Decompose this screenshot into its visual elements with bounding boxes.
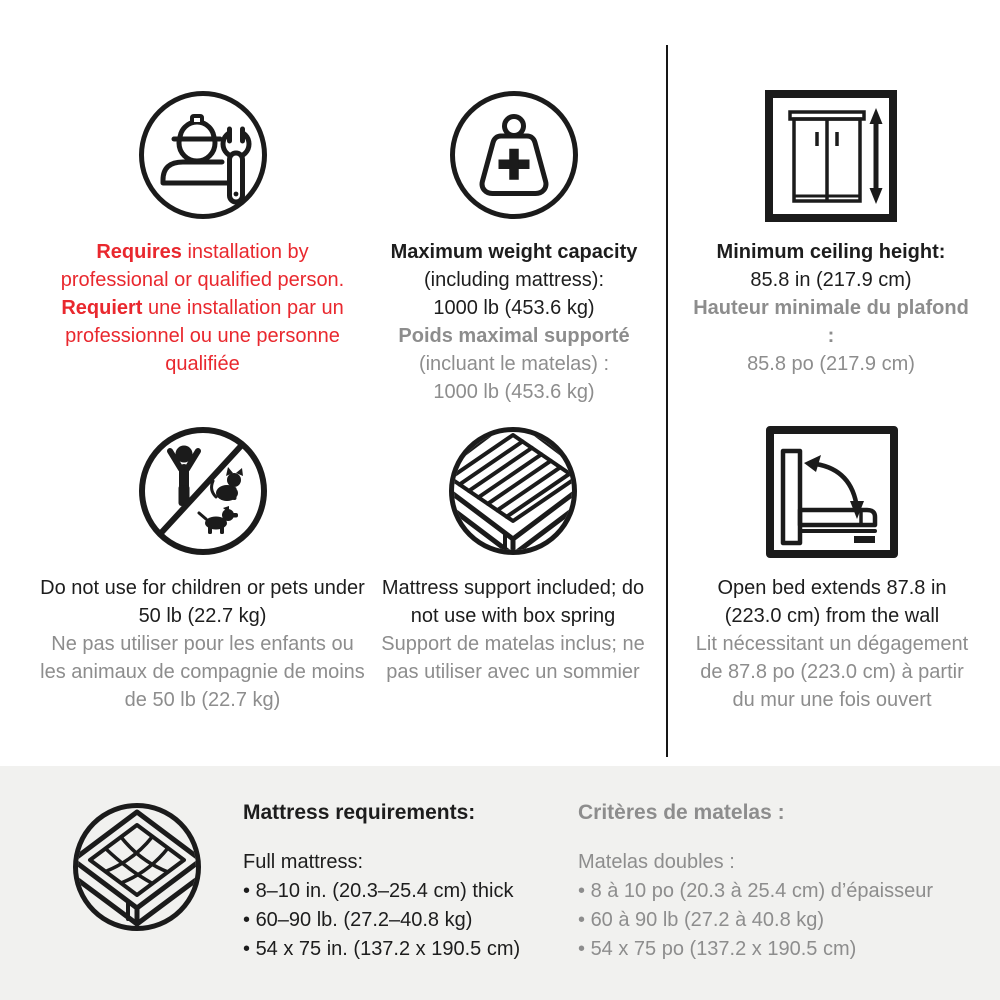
mattress-requirements-fr (578, 798, 978, 964)
list-item: • 8 à 10 po (20.3 à 25.4 cm) d’épaisseur (578, 877, 978, 906)
mattress-requirements-panel (0, 766, 1000, 1000)
weight-value-fr: 1000 lb (453.6 kg) (433, 381, 595, 403)
open-bed-text-en: Open bed extends 87.8 in (223.0 cm) from the wall (717, 577, 947, 627)
list-item: • 8–10 in. (20.3–25.4 cm) thick (243, 877, 563, 906)
ceiling-heading-en: Minimum ceiling height: (716, 241, 946, 263)
mattress-requirements-en (243, 798, 563, 964)
installation-text-en (40, 238, 365, 294)
list-item: • 54 x 75 po (137.2 x 190.5 cm) (578, 935, 978, 964)
installation-en-rest: installation by professional or qualified person. (60, 241, 345, 291)
ceiling-value-fr: 85.8 po (217.9 cm) (747, 353, 915, 375)
block-support (368, 424, 658, 686)
weight-line2-en: (including mattress): (423, 269, 605, 291)
block-ceiling (692, 88, 970, 378)
ceiling-value-en: 85.8 in (217.9 cm) (750, 269, 912, 291)
weight-heading-fr: Poids maximal supporté (398, 325, 630, 347)
weight-heading-en: Maximum weight capacity (390, 241, 638, 263)
weight-line2-fr: (incluant le matelas) : (418, 353, 610, 375)
mattress-requirements-subheading-fr: Matelas doubles : (578, 851, 735, 873)
mattress-icon (70, 800, 204, 934)
installation-en-bold: Requires (96, 241, 182, 263)
installation-fr-rest: une installation par un professionnel ou une personne qualifiée (65, 297, 344, 375)
weight-value-en: 1000 lb (453.6 kg) (433, 297, 595, 319)
open-bed-text-fr: Lit nécessitant un dégagement de 87.8 po (223.0 cm) à partir du mur une fois ouvert (695, 633, 969, 711)
mattress-requirements-heading-en: Mattress requirements: (243, 801, 476, 824)
ceiling-heading-fr: Hauteur minimale du plafond : (693, 297, 969, 347)
support-text-en: Mattress support included; do not use with box spring (381, 577, 645, 627)
mattress-support-icon (368, 424, 658, 560)
block-children-pets (40, 424, 365, 714)
block-installation (40, 88, 365, 378)
children-pets-text-fr: Ne pas utiliser pour les enfants ou les animaux de compagnie de moins de 50 lb (22.7 kg) (40, 633, 365, 711)
weight-icon (375, 88, 653, 224)
support-text-fr: Support de matelas inclus; ne pas utiliser avec un sommier (381, 633, 645, 683)
list-item: • 60 à 90 lb (27.2 à 40.8 kg) (578, 906, 978, 935)
ceiling-height-icon (692, 88, 970, 224)
mattress-requirements-subheading-en: Full mattress: (243, 851, 364, 873)
list-item: • 54 x 75 in. (137.2 x 190.5 cm) (243, 935, 563, 964)
vertical-divider (666, 45, 668, 757)
children-pets-text-en: Do not use for children or pets under 50 lb (22.7 kg) (40, 577, 365, 627)
block-weight (375, 88, 653, 406)
no-children-pets-icon (40, 424, 365, 560)
open-bed-icon (692, 424, 972, 560)
installation-text-fr (40, 294, 365, 378)
installation-fr-bold: Requiert (61, 297, 143, 319)
mattress-requirements-heading-fr: Critères de matelas : (578, 801, 785, 824)
worker-icon (40, 88, 365, 224)
block-open-bed (692, 424, 972, 714)
list-item: • 60–90 lb. (27.2–40.8 kg) (243, 906, 563, 935)
